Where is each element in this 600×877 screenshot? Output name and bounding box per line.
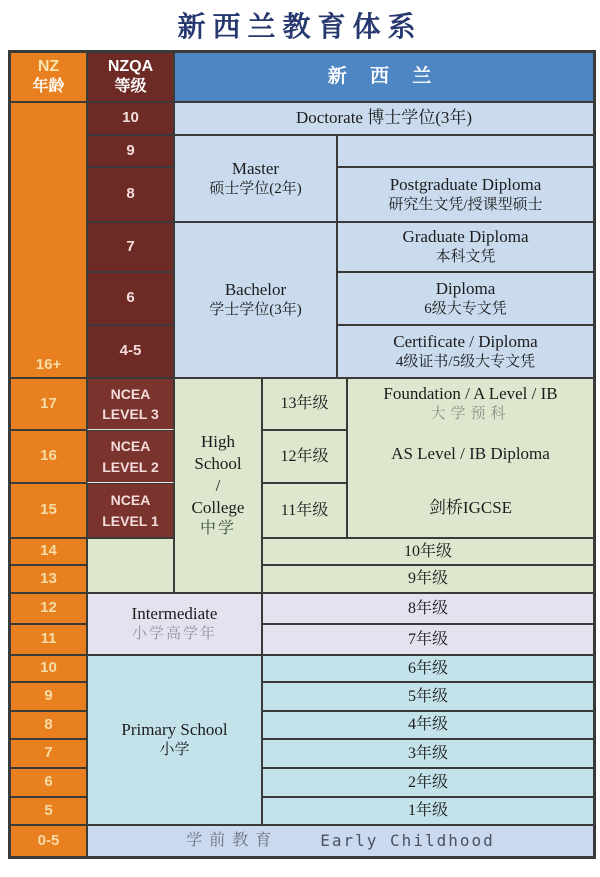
header-new-zealand: [174, 52, 594, 102]
header-nz-age-line1: NZ: [37, 58, 60, 76]
year10-cell: 10年级: [262, 538, 594, 565]
ncea-level-1: NCEA LEVEL 1: [87, 483, 174, 538]
early-childhood-cell: 学前教育 Early Childhood: [87, 825, 594, 857]
year4-cell: 4年级: [262, 711, 594, 739]
header-nzqa-line1: NZQA: [107, 58, 154, 76]
age-10: 10: [10, 655, 87, 682]
doctorate-cell: Doctorate 博士学位(3年): [174, 102, 594, 135]
level9-empty-cell: [337, 135, 594, 167]
year2-cell: 2年级: [262, 768, 594, 797]
age-7: 7: [10, 739, 87, 768]
master-cell: Master 硕士学位(2年): [174, 135, 337, 222]
nzqa-level-8: 8: [87, 167, 174, 222]
age-5: 5: [10, 797, 87, 825]
age-8: 8: [10, 711, 87, 739]
foundation-cell: Foundation / A Level / IB 大学预科: [383, 384, 558, 422]
age-14: 14: [10, 538, 87, 565]
age-11: 11: [10, 624, 87, 655]
nzqa-level-6: 6: [87, 272, 174, 325]
header-nzqa-line2: 等级: [114, 78, 147, 95]
as-level-cell: AS Level / IB Diploma: [391, 444, 550, 464]
age-15: 15: [10, 483, 87, 538]
year9-cell: 9年级: [262, 565, 594, 593]
age-16: 16: [10, 430, 87, 483]
header-nz-age: [10, 52, 87, 102]
nzqa-level-9: 9: [87, 135, 174, 167]
header-nzqa: [87, 52, 174, 102]
year1-cell: 1年级: [262, 797, 594, 825]
nzqa-level-10: 10: [87, 102, 174, 135]
age-16plus: 16+: [10, 102, 87, 378]
graduate-diploma-cell: Graduate Diploma 本科文凭: [337, 222, 594, 272]
year3-cell: 3年级: [262, 739, 594, 768]
ncea-level-3: NCEA LEVEL 3: [87, 378, 174, 430]
year8-cell: 8年级: [262, 593, 594, 624]
age-12: 12: [10, 593, 87, 624]
year5-cell: 5年级: [262, 682, 594, 711]
age-0-5: 0-5: [10, 825, 87, 857]
age-13: 13: [10, 565, 87, 593]
intermediate-cell: Intermediate 小学高学年: [87, 593, 262, 655]
year12-cell: 12年级: [262, 430, 347, 483]
high-school-cell: High School / College 中学: [174, 378, 262, 593]
age-9: 9: [10, 682, 87, 711]
year6-cell: 6年级: [262, 655, 594, 682]
header-new-zealand-label: 新 西 兰: [327, 66, 441, 88]
year11-cell: 11年级: [262, 483, 347, 538]
education-table: [8, 50, 596, 859]
primary-school-cell: Primary School 小学: [87, 655, 262, 825]
nzqa-level-7: 7: [87, 222, 174, 272]
diploma-cell: Diploma 6级大专文凭: [337, 272, 594, 325]
page-title: 新西兰教育体系: [177, 12, 423, 43]
postgraduate-diploma-cell: Postgraduate Diploma 研究生文凭/授课型硕士: [337, 167, 594, 222]
age-6: 6: [10, 768, 87, 797]
certificate-diploma-cell: Certificate / Diploma 4级证书/5级大专文凭: [337, 325, 594, 378]
nzqa-level-4-5: 4-5: [87, 325, 174, 378]
ncea-level-2: NCEA LEVEL 2: [87, 430, 174, 483]
year7-cell: 7年级: [262, 624, 594, 655]
year13-cell: 13年级: [262, 378, 347, 430]
age-17: 17: [10, 378, 87, 430]
igcse-cell: 剑桥IGCSE: [428, 498, 513, 518]
nzqa-empty-cell: [87, 538, 174, 593]
bachelor-cell: Bachelor 学士学位(3年): [174, 222, 337, 378]
senior-qualifications-cell: [347, 378, 594, 538]
header-nz-age-line2: 年龄: [32, 78, 65, 95]
